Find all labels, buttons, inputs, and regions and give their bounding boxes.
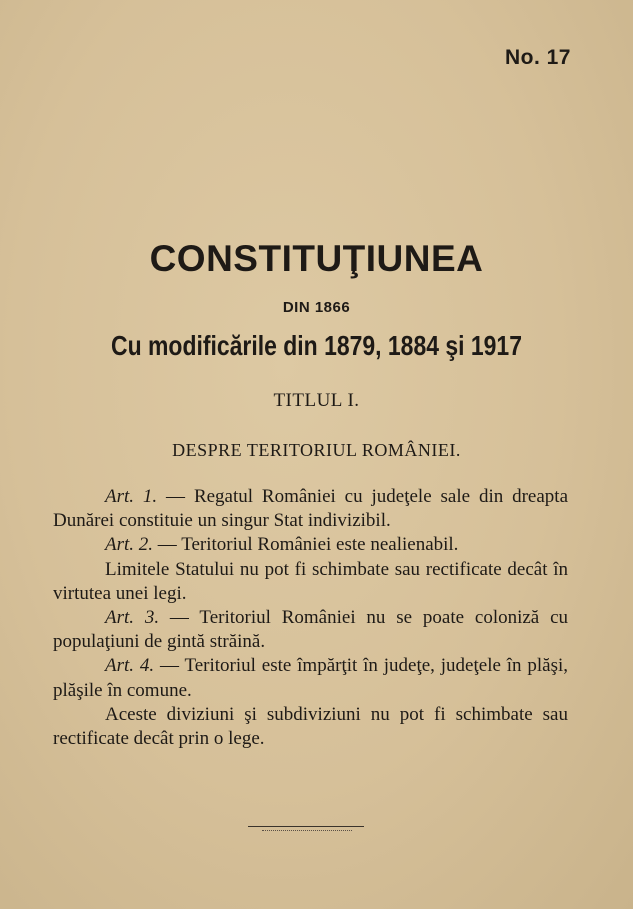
article-text: — Teritoriul României nu se poate coloniză cu populaţiuni de gintă străină.	[53, 607, 568, 653]
section-heading: DESPRE TERITORIUL ROMÂNIEI.	[172, 440, 461, 460]
article-label: Art. 2.	[105, 534, 154, 556]
document-title: CONSTITUŢIUNEA	[149, 238, 484, 279]
article-3	[53, 606, 568, 654]
article-text: — Regatul României cu judeţele sale din dreapta Dunărei constituie un singur Stat indivizibil.	[53, 486, 569, 532]
document-year: DIN 1866	[282, 299, 351, 316]
article-label: Art. 3.	[105, 607, 160, 629]
article-2	[53, 533, 568, 557]
articles-body	[53, 485, 568, 751]
article-4	[53, 654, 568, 702]
article-4-paragraph: Aceste diviziuni şi subdiviziuni nu pot fi schimbate sau rectificate decât prin o lege.	[53, 703, 568, 750]
article-label: Art. 1.	[105, 486, 158, 507]
article-text: — Teritoriul României este nealienabil.	[153, 534, 459, 556]
end-divider-dotted	[262, 830, 352, 831]
end-divider	[248, 826, 364, 827]
article-text: — Teritoriul este împărţit în judeţe, judeţele în plăşi, plăşile în comune.	[53, 655, 568, 701]
article-label: Art. 4.	[105, 655, 155, 677]
page-number: No. 17	[504, 46, 571, 69]
article-1	[53, 485, 568, 533]
amendments-line: Cu modificările din 1879, 1884 şi 1917	[111, 330, 522, 361]
section-title: TITLUL I.	[273, 390, 360, 411]
article-2-paragraph: Limitele Statului nu pot fi schimbate sau rectificate decât în virtutea unei legi.	[53, 558, 568, 604]
